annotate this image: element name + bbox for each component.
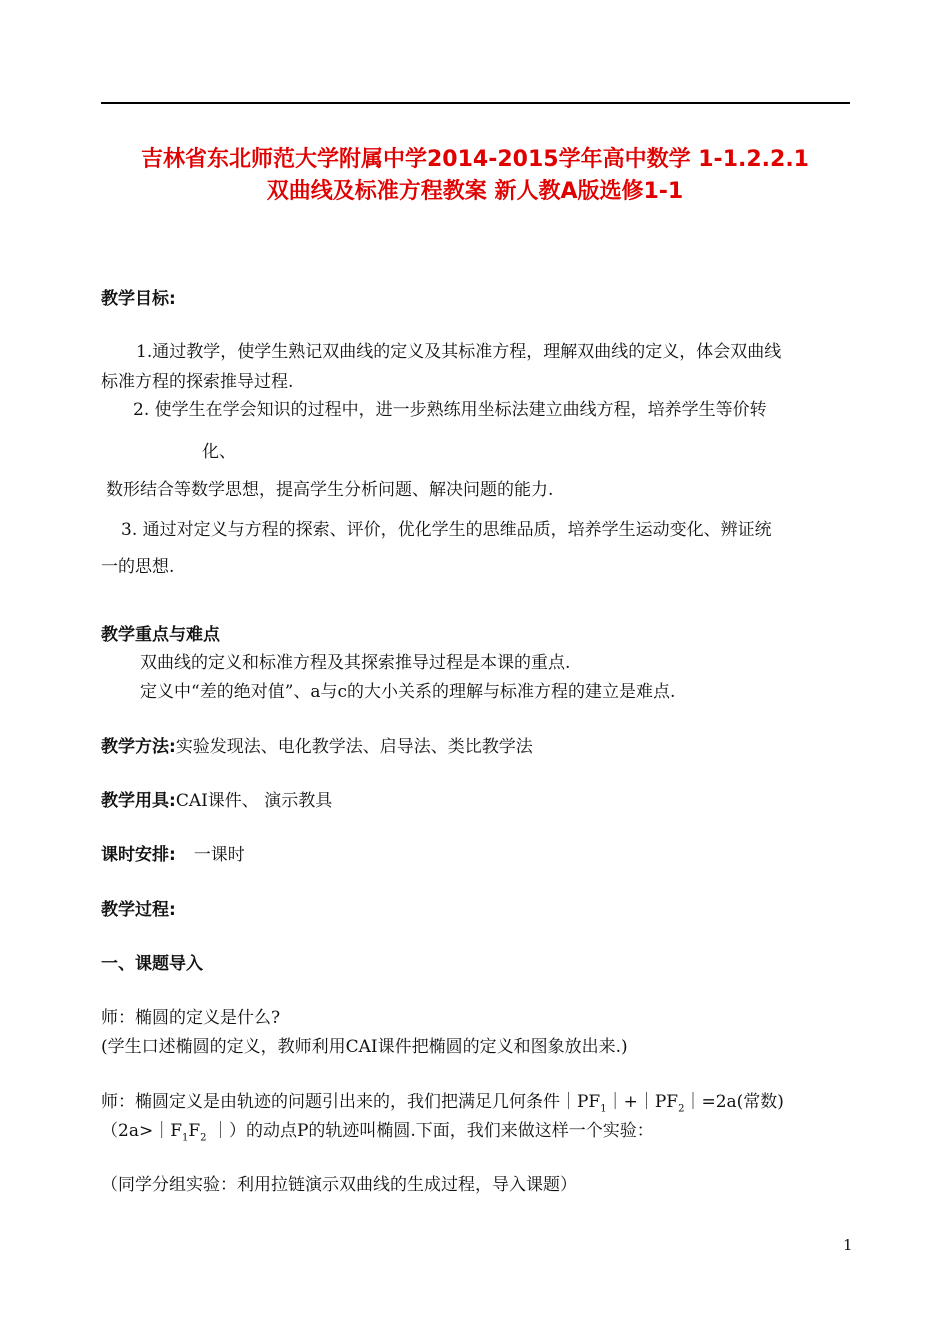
objective-2-line2: 化、 bbox=[202, 442, 236, 462]
section1-heading: 一、课题导入 bbox=[101, 954, 203, 974]
page-number: 1 bbox=[843, 1236, 853, 1254]
objective-1-line1: 1.通过教学，使学生熟记双曲线的定义及其标准方程，理解双曲线的定义，体会双曲线 bbox=[136, 342, 782, 362]
teacher-line2-part-a: （2a>｜F bbox=[101, 1121, 182, 1141]
teacher-line1-part-a: 师：椭圆定义是由轨迹的问题引出来的，我们把满足几何条件｜PF bbox=[101, 1092, 601, 1112]
schedule-row bbox=[101, 840, 245, 865]
teacher-line2-part-c: ｜）的动点P的轨迹叫椭圆.下面，我们来做这样一个实验： bbox=[206, 1121, 654, 1141]
teacher-definition-line2 bbox=[101, 1116, 654, 1143]
process-heading: 教学过程: bbox=[101, 900, 176, 920]
subscript-4: 2 bbox=[200, 1132, 207, 1144]
teacher-line2-part-b: F bbox=[188, 1121, 201, 1141]
objective-2-line1: 2. 使学生在学会知识的过程中，进一步熟练用坐标法建立曲线方程，培养学生等价转 bbox=[133, 400, 767, 420]
subscript-2: 2 bbox=[678, 1103, 685, 1115]
keypoints-line2: 定义中“差的绝对值”、a与c的大小关系的理解与标准方程的建立是难点. bbox=[140, 682, 676, 702]
teacher-line1-part-c: ｜=2a(常数) bbox=[684, 1092, 784, 1112]
doc-title-line2: 双曲线及标准方程教案 新人教A版选修1-1 bbox=[266, 179, 684, 204]
header-rule bbox=[101, 102, 850, 104]
tools-row bbox=[101, 786, 332, 811]
subscript-1: 1 bbox=[600, 1103, 607, 1115]
teacher-line1-part-b: ｜+｜PF bbox=[606, 1092, 679, 1112]
keypoints-line1: 双曲线的定义和标准方程及其探索推导过程是本课的重点. bbox=[140, 653, 571, 673]
method-label: 教学方法: bbox=[101, 737, 176, 757]
objective-1-line2: 标准方程的探索推导过程. bbox=[101, 372, 294, 392]
teacher-question: 师：椭圆的定义是什么? bbox=[101, 1008, 281, 1028]
tools-label: 教学用具: bbox=[101, 791, 176, 811]
objective-2-line3: 数形结合等数学思想，提高学生分析问题、解决问题的能力. bbox=[106, 480, 554, 500]
subscript-3: 1 bbox=[182, 1132, 189, 1144]
doc-title-line1: 吉林省东北师范大学附属中学2014-2015学年高中数学 1-1.2.2.1 bbox=[141, 147, 809, 172]
keypoints-heading: 教学重点与难点 bbox=[101, 625, 220, 645]
student-note: (学生口述椭圆的定义，教师利用CAI课件把椭圆的定义和图象放出来.) bbox=[101, 1037, 628, 1057]
objectives-heading: 教学目标: bbox=[101, 289, 176, 309]
method-row bbox=[101, 732, 533, 757]
schedule-label: 课时安排: bbox=[101, 845, 176, 865]
experiment-note: （同学分组实验：利用拉链演示双曲线的生成过程，导入课题） bbox=[101, 1175, 577, 1195]
schedule-value: 一课时 bbox=[193, 845, 245, 865]
tools-value: CAI课件、 演示教具 bbox=[175, 791, 333, 811]
method-value: 实验发现法、电化教学法、启导法、类比教学法 bbox=[175, 737, 533, 757]
objective-3-line1: 3. 通过对定义与方程的探索、评价，优化学生的思维品质，培养学生运动变化、辨证统 bbox=[121, 520, 772, 540]
objective-3-line2: 一的思想. bbox=[101, 557, 175, 577]
teacher-definition-line1 bbox=[101, 1087, 784, 1114]
